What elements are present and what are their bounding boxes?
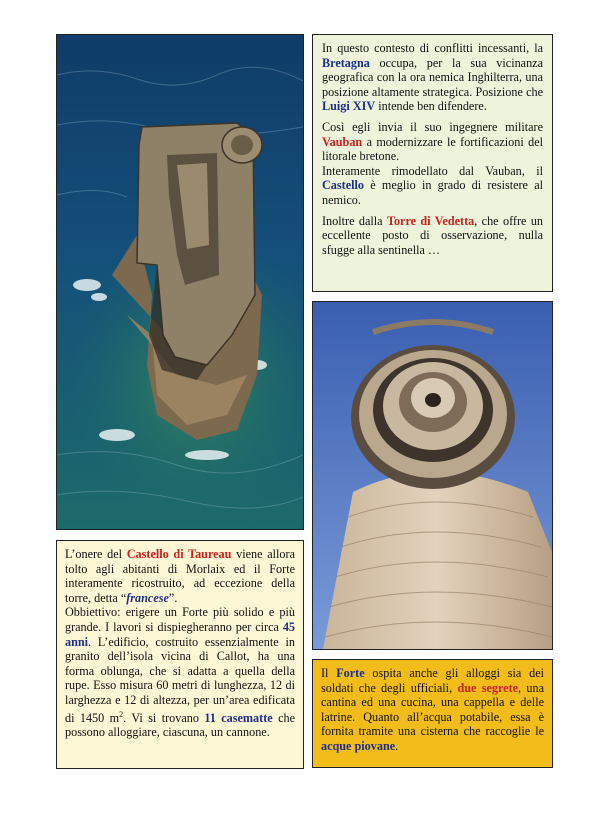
history-text-box xyxy=(312,34,553,292)
highlight-torre: Torre di Vedetta xyxy=(386,213,475,228)
highlight-forte: Forte xyxy=(336,666,365,680)
highlight-castello: Castello xyxy=(322,178,364,193)
paragraph-vauban: Così egli invia il suo ingegnere militare Vauban a modernizzare le fortificazioni del litorale bretone. xyxy=(322,119,543,164)
paragraph-torre: Inoltre dalla Torre di Vedetta, che offre un eccellente posto di osservazione, nulla sfugge alla sentinella … xyxy=(322,213,544,257)
paragraph-forte: Il Forte ospita anche gli alloggi sia dei soldati che degli ufficiali, due segrete, una cantina ed una cucina, una cappella e delle latrine. Quanto all’acqua potabile, essa è fornita tramite una cisterna che raccoglie le acque piovane. xyxy=(321,666,545,753)
superscript-2: 2 xyxy=(119,709,124,719)
paragraph-obbiettivo: Obbiettivo: erigere un Forte più solido e più grande. I lavori si dispiegheranno per circa 45 anni. L’edificio, costruito essenzialmente in granito dell’isola vicina di Callot, ha una forma oblunga, che si adatta a quella della rupe. Esso misura 60 metri di lunghezza, 12 di larghezza e 12 di altezza, per un’area edificata di 1450 $m^2$. Vi si trovano 11 casematte che possono alloggiare, ciascuna, un cannone. xyxy=(65,605,295,740)
paragraph-castello: Interamente rimodellato dal Vauban, il Castello è meglio in grado di resistere al nemico. xyxy=(322,163,543,207)
highlight-francese: francese xyxy=(126,590,169,605)
facilities-text-box xyxy=(312,659,553,768)
paragraph-bretagna: In questo contesto di conflitti incessanti, la Bretagna occupa, per la sua vicinanza geografica con la ora nemica Inghilterra, una posizione altamente strategica. Posizione che Luigi XIV intende ben difendere. xyxy=(322,41,543,114)
highlight-bretagna: Bretagna xyxy=(322,55,370,70)
highlight-castello-taureau: Castello di Taureau xyxy=(126,547,232,561)
description-text-box xyxy=(56,540,304,769)
highlight-casematte: 11 casematte xyxy=(204,710,273,725)
highlight-segrete: due segrete xyxy=(457,680,519,695)
highlight-vauban: Vauban xyxy=(322,134,363,149)
highlight-luigi: Luigi XIV xyxy=(322,99,376,114)
watchtower-photo xyxy=(312,301,553,650)
paragraph-castello-taureau: L’onere del Castello di Taureau viene allora tolto agli abitanti di Morlaix ed il Forte interamente ricostruito, ad eccezione della torre, detta “francese”. xyxy=(65,547,295,605)
fort-aerial-photo xyxy=(56,34,304,530)
highlight-acque: acque piovane xyxy=(321,738,396,753)
highlight-anni: 45 anni xyxy=(65,619,295,649)
